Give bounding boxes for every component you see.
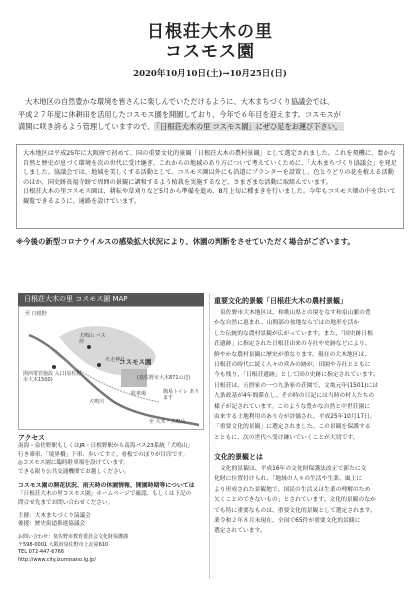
access-section bbox=[18, 434, 204, 476]
contact-line: 「日根荘大木の里コスモス園」ホームページで確認、もしくは下記の bbox=[18, 491, 192, 498]
organizer-section bbox=[18, 512, 204, 529]
section1-line: 様子が記されています。このような豊かな自然と中世荘園に bbox=[214, 403, 371, 410]
access-line: できる限り公共交通機関でお越しください。 bbox=[18, 468, 130, 475]
section2-line: 欠くことのできないもの」とされています。文化的景観のなか bbox=[214, 497, 376, 504]
contact-line: 問合せ先までお問い合わせください。 bbox=[18, 499, 114, 506]
section2-title: 文化的景観とは bbox=[214, 453, 263, 461]
map-label-bus: 犬鳴山 バス停 bbox=[79, 333, 106, 345]
section2-line: より形成された景観地で、国民の生活又は生業の理解のため bbox=[214, 486, 371, 493]
about-paragraph: 大木地区は平成25年に大阪府で初めて、国の重要文化的景観「日根荘大木の農村景観」として選定されました。これを契機に、豊かな自然と歴史が息づく環境を次の世代に受け継ぎ、これからの地域のあり方について考えていくために、「大木まちづくり協議会」を発足しました。協議会では、地域を美しくする活動として、コスモス園以外にも沿道にプランターを設置し、色とりどりの花を植える活動のほか、国史跡長福寺跡で周囲の景観に調和するよう植栽を実施するなど、さまざまな活動に取組んでいます。 bbox=[23, 150, 397, 186]
event-dates: 2020年10月10日(土)→10月25日(日) bbox=[133, 69, 287, 79]
organizer-host: 主催：大木まちづくり協議会 bbox=[18, 513, 91, 519]
map-label-garden-sub: (泉佐野市大木871の辺) bbox=[137, 375, 191, 381]
map-label-center: 関西電管施設 入口(泉佐野市大木1500) bbox=[23, 371, 82, 383]
intro-line bbox=[18, 121, 402, 134]
section2-body bbox=[214, 464, 404, 537]
map-label-parking: 駐車場 bbox=[131, 391, 147, 397]
covid-notice: ※今後の新型コロナウイルスの感染拡大状況により、休園の判断をさせていただく場合がございます。 bbox=[16, 237, 355, 246]
inquiry-section bbox=[18, 534, 204, 564]
contact-title: コスモス園の開花状況、雨天時の休園情報、開園時期等については bbox=[18, 483, 195, 489]
section1-line: 泉佐野市大木地区は、和歌山県との境をなす和泉山脈の豊 bbox=[220, 310, 371, 316]
section1-body bbox=[214, 308, 404, 443]
section2-line: 化財に位置付けられ、「地域の人々の生活や生業、風土に bbox=[214, 476, 363, 483]
inquiry-dept: お問い合わせ：泉佐野市教育委員会文化財保護課 bbox=[18, 534, 129, 540]
section1-line: 由来する土地利用のあり方が評価され、平成25年10月17日、 bbox=[214, 414, 376, 421]
map-label-river: 犬鳴川 bbox=[89, 399, 105, 405]
intro-line: 平成２７年度に休耕田を活用したコスモス園を開園しており、今年で６年目を迎えます。コスモスが bbox=[18, 109, 341, 119]
inquiry-address: 〒598-0001 大阪府泉佐野市上瓦屋610 bbox=[18, 541, 109, 548]
section2-line: 選定されています。 bbox=[214, 528, 266, 535]
section1-line: 日根荘の時代に続く人々の営みの跡が、田園や寺社とともに bbox=[214, 362, 371, 369]
organizer-support: 後援：歴史街道推進協議会 bbox=[18, 521, 86, 528]
column-divider bbox=[209, 293, 210, 579]
map-label-bottom: 至 大木・犬鳴山 bbox=[149, 419, 186, 425]
intro-line: 大木地区の自然豊かな環境を皆さんに楽しんでいただけるように、大木まちづくり協議会では、 bbox=[25, 97, 334, 106]
section1-line: 九条政基が4年間滞在し、その時の日記には当時の村人たちの bbox=[214, 393, 375, 400]
access-line: ◎コスモス園に臨時駐車場を設けています。 bbox=[18, 460, 129, 467]
map-drawing bbox=[19, 307, 203, 429]
section2-line: 業令和２年８月末現在、全国で65件が重要文化的景観に bbox=[214, 518, 361, 525]
map bbox=[18, 306, 204, 430]
map-label-shrine: 火走神社 bbox=[105, 357, 126, 363]
intro-highlight: 「日根荘大木の里 コスモス園」にぜひ足をお運び下さい。 bbox=[156, 122, 342, 131]
section1-line: 今も残り、「日根荘遺跡」として国の史跡に指定されています。 bbox=[214, 372, 379, 379]
contact-section bbox=[18, 482, 204, 507]
section1-line: 鮮やかな農村景観に歴史が重なります。現在の大木地区は、 bbox=[214, 351, 371, 358]
page-title-line1: 日根荘大木の里 bbox=[147, 22, 273, 42]
access-line: 南海・泉佐野駅もしくはJR・日根野駅から南海バス23系統「犬鳴山」 bbox=[18, 443, 193, 450]
section1-line: 日根荘は、五摂家の一つ九条家の荘園で、文亀元年(1501)には bbox=[214, 382, 379, 389]
section2-line: 文化的景観は、平成16年の文化財保護法改正で新たに文 bbox=[220, 466, 367, 472]
center-marker bbox=[52, 365, 56, 369]
section1-line: 「重要文化的景観」に選定されました。この景観を保護する bbox=[214, 424, 371, 431]
page-title-line2: コスモス園 bbox=[165, 42, 255, 62]
shrine-marker bbox=[97, 363, 101, 367]
about-paragraph: 日根荘大木の里コスモス園は、耕耘や草刈りなど5月から準備を進め、8月上旬に種まきを行いました。今年もコスモス畑の中を歩いて観覧できるように、通路を設けています。 bbox=[23, 188, 396, 205]
inquiry-tel: TEL 072-447-6766 bbox=[18, 549, 65, 556]
map-label-toilet: 簡易トイレ あります bbox=[163, 389, 200, 401]
map-label-top: 至 日根野 bbox=[25, 311, 47, 317]
section1-line: とともに、次の世代へ受け継いでいくことが大切です。 bbox=[214, 434, 359, 441]
about-box bbox=[16, 144, 404, 229]
intro-paragraph bbox=[18, 96, 402, 134]
map-header: 日根荘大木の里 コスモス園 MAP bbox=[18, 293, 204, 306]
header bbox=[0, 22, 420, 79]
section1-line: かな自然に恵まれ、山間部の盆地ならではの地形を活か bbox=[214, 320, 360, 327]
intro-line-text: 満開に咲き誇るよう管理していますので、 bbox=[18, 122, 155, 131]
access-line: 行き乗車、「境界橋」下車、歩いてすぐ。看板でのぼりが目印です。 bbox=[18, 451, 189, 458]
section1-line: した伝統的な農村景観が広がっています。また、「国史跡日根 bbox=[214, 330, 373, 337]
section1-line: 荘遺跡」に指定された日根荘由来の寺社や史跡などにより、 bbox=[214, 341, 371, 348]
bus-stop-marker bbox=[87, 345, 91, 349]
section1-title: 重要文化的景観「日根荘大木の農村景観」 bbox=[214, 297, 347, 305]
inquiry-url[interactable]: http://www.city.izumisano.lg.jp/ bbox=[18, 556, 96, 563]
access-title: アクセス bbox=[18, 434, 45, 442]
section2-line: でも特に重要なものは、重要文化的景観として選定されます。 bbox=[214, 507, 376, 514]
map-label-garden: コスモス園 bbox=[119, 358, 152, 366]
